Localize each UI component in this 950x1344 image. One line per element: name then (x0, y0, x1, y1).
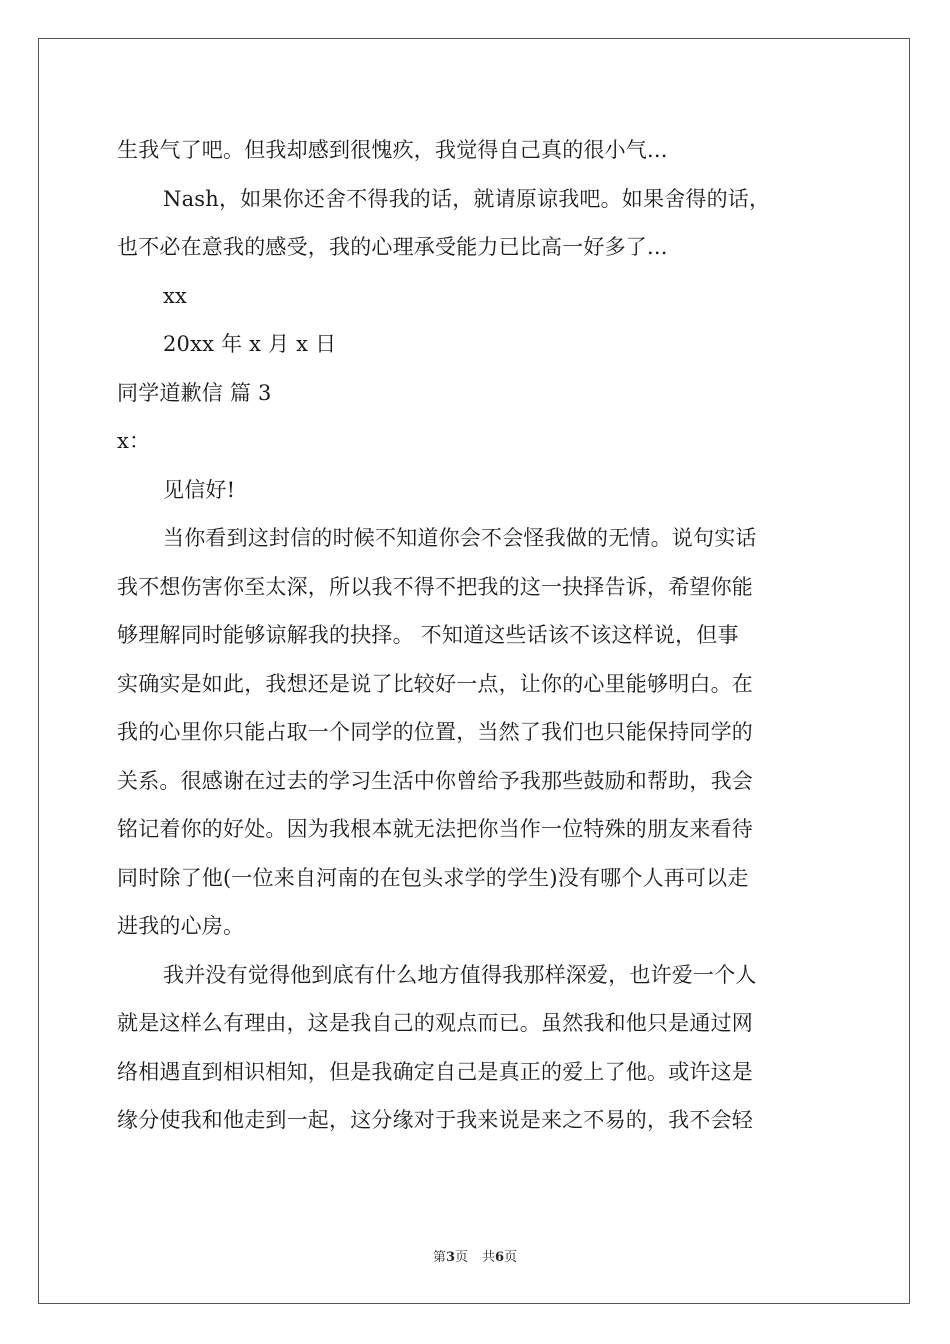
signature-name: xx (163, 283, 188, 308)
text-line: 生我气了吧。但我却感到很愧疚，我觉得自己真的很小气... (117, 138, 668, 162)
section-heading: 同学道歉信 篇 3 (117, 380, 272, 405)
text-line: 我不想伤害你至太深，所以我不得不把我的这一抉择告诉，希望你能 (117, 574, 753, 599)
text-line: 同时除了他(一位来自河南的在包头求学的学生)没有哪个人再可以走 (117, 865, 749, 890)
text-line: 铭记着你的好处。因为我根本就无法把你当作一位特殊的朋友来看待 (117, 817, 753, 841)
page-footer (0, 1246, 950, 1265)
total-page-number: 6 (495, 1250, 505, 1265)
total-label-prefix: 共 (482, 1250, 496, 1265)
greeting-line: 见信好! (163, 477, 236, 502)
text-line: 我的心里你只能占取一个同学的位置，当然了我们也只能保持同学的 (117, 720, 753, 744)
current-page-number: 3 (445, 1250, 455, 1265)
text-line: Nash，如果你还舍不得我的话，就请原谅我吧。如果舍得的话， (163, 186, 771, 211)
text-line: 进我的心房。 (117, 914, 245, 938)
text-line: 当你看到这封信的时候不知道你会不会怪我做的无情。说句实话 (163, 526, 757, 550)
document-body (117, 126, 835, 1145)
text-line: 实确实是如此，我想还是说了比较好一点，让你的心里能够明白。在 (117, 671, 753, 696)
text-line: 也不必在意我的感受，我的心理承受能力已比高一好多了... (117, 235, 668, 259)
text-line: 我并没有觉得他到底有什么地方值得我那样深爱，也许爱一个人 (163, 962, 757, 987)
total-label-suffix: 页 (504, 1250, 518, 1265)
text-line: 就是这样么有理由，这是我自己的观点而已。虽然我和他只是通过网 (117, 1011, 753, 1035)
page-label-suffix: 页 (454, 1250, 468, 1265)
text-line: 够理解同时能够谅解我的抉择。 不知道这些话该不该这样说，但事 (117, 623, 739, 647)
text-line: 关系。很感谢在过去的学习生活中你曾给予我那些鼓励和帮助，我会 (117, 768, 753, 793)
signature-date: 20xx 年 x 月 x 日 (163, 332, 337, 356)
text-line: 络相遇直到相识相知，但是我确定自己是真正的爱上了他。或许这是 (117, 1059, 753, 1084)
page-label-prefix: 第 (432, 1250, 446, 1265)
letter-salutation: x： (117, 429, 151, 453)
text-line: 缘分使我和他走到一起，这分缘对于我来说是来之不易的，我不会轻 (117, 1108, 753, 1132)
